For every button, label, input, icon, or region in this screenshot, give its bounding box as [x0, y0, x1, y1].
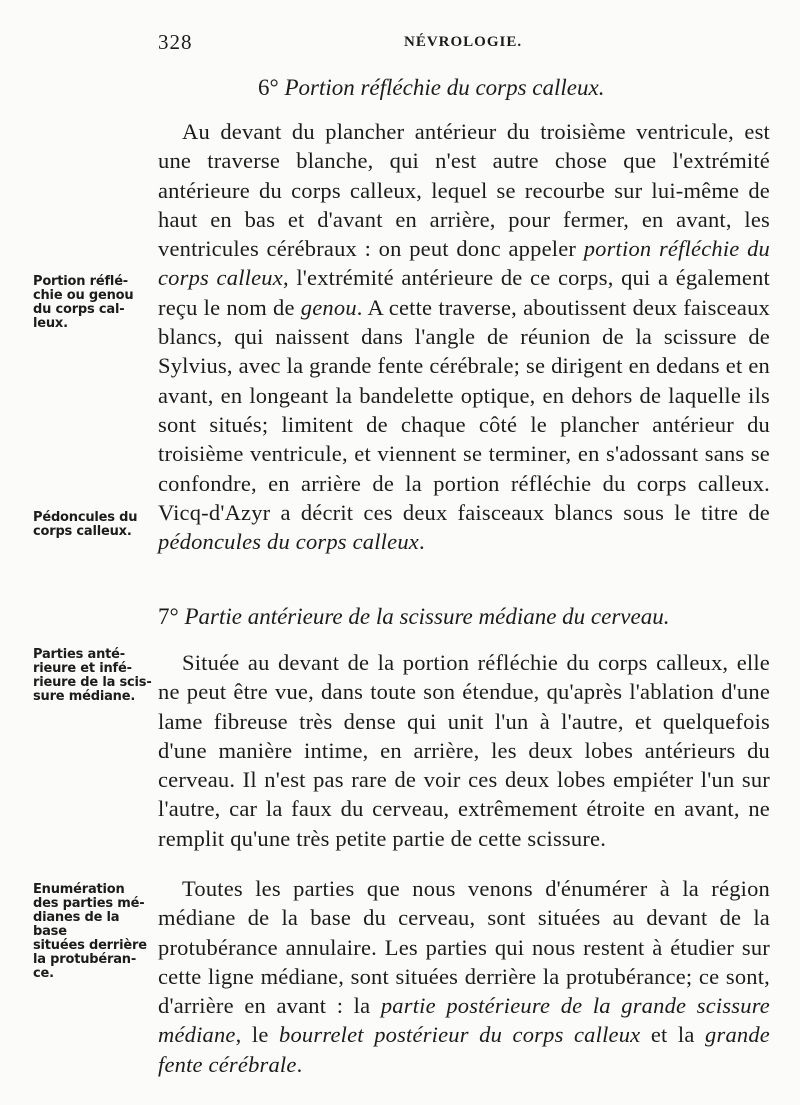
- sidenote-portion-reflechie: Portion réflé- chie ou genou du corps cal- leux.: [33, 274, 134, 331]
- section-number: 6°: [258, 75, 279, 100]
- section-heading-7: [158, 604, 669, 630]
- text-run: Toutes les parties que nous venons d'énumérer à la région médiane de la base du cerveau, sont situées au devant de la protubérance annulaire. Les parties qui nous restent à étudier sur cette ligne médiane, sont situées derrière la protubérance; ce sont, d'arrière en avant : la: [158, 876, 770, 1019]
- italic-term: portion réfléchie du corps calleux: [158, 236, 770, 291]
- sidenote-enumeration: Enumération des parties mé- dianes de la base situées derrière la protubéran- ce.: [33, 882, 147, 981]
- text-run: , l'extrémité antérieure de ce corps, qui a également reçu le nom de: [158, 265, 771, 320]
- page-header: NÉVROLOGIE.: [404, 34, 523, 50]
- text-run: , le: [235, 1022, 280, 1048]
- paragraph-1: [158, 117, 770, 556]
- text-run: et la: [640, 1022, 706, 1048]
- running-head: [158, 30, 770, 60]
- text-run: .: [296, 1051, 303, 1077]
- section-heading-6: [258, 75, 604, 101]
- page-number: 328: [158, 30, 193, 54]
- italic-term: genou: [300, 294, 357, 320]
- text-run: Au devant du plancher antérieur du troisième ventricule, est une traverse blanche, qui n'est autre chose que l'extrémité antérieure du corps calleux, lequel se recourbe sur lui-même de haut en bas et d'avant en arrière, pour fermer, en avant, les ventricules cérébraux : on peut donc appeler: [158, 119, 770, 262]
- sidenote-pedoncules: Pédoncules du corps calleux.: [33, 510, 138, 539]
- section-number: 7°: [158, 604, 179, 629]
- paragraph-3: [158, 874, 770, 1079]
- section-title: Partie antérieure de la scissure médiane du cerveau.: [184, 604, 670, 629]
- section-title: Portion réfléchie du corps calleux.: [284, 75, 605, 100]
- paragraph-2: Située au devant de la portion réfléchie du corps calleux, elle ne peut être vue, dans toute son étendue, qu'après l'ablation d'une lame fibreuse très dense qui unit l'un à l'autre, et quelquefois d'une manière intime, en arrière, les deux lobes antérieurs du cerveau. Il n'est pas rare de voir ces deux lobes empiéter l'un sur l'autre, car la faux du cerveau, extrêmement étroite en avant, ne remplit qu'une très petite partie de cette scissure.: [158, 650, 770, 851]
- italic-term: grande fente cérébrale: [158, 1022, 770, 1077]
- text-run: .: [418, 529, 425, 555]
- sidenote-parties-anterieures: Parties anté- rieure et infé- rieure de la scis- sure médiane.: [33, 647, 152, 704]
- text-run: . A cette traverse, aboutissent deux faisceaux blancs, qui naissent dans l'angle de réunion de la scissure de Sylvius, avec la grande fente cérébrale; se dirigent en dedans et en avant, en longeant la bandelette optique, en dehors de laquelle ils sont situés; limitent de chaque côté le plancher antérieur du troisième ventricule, et viennent se terminer, en s'adossant sans se confondre, en arrière de la portion réfléchie du corps calleux. Vicq-d'Azyr a décrit ces deux faisceaux blancs sous le titre de: [158, 294, 770, 525]
- italic-term: partie postérieure de la grande scissure médiane: [158, 993, 770, 1048]
- italic-term: pédoncules du corps calleux: [158, 529, 419, 555]
- italic-term: bourrelet postérieur du corps calleux: [279, 1022, 641, 1048]
